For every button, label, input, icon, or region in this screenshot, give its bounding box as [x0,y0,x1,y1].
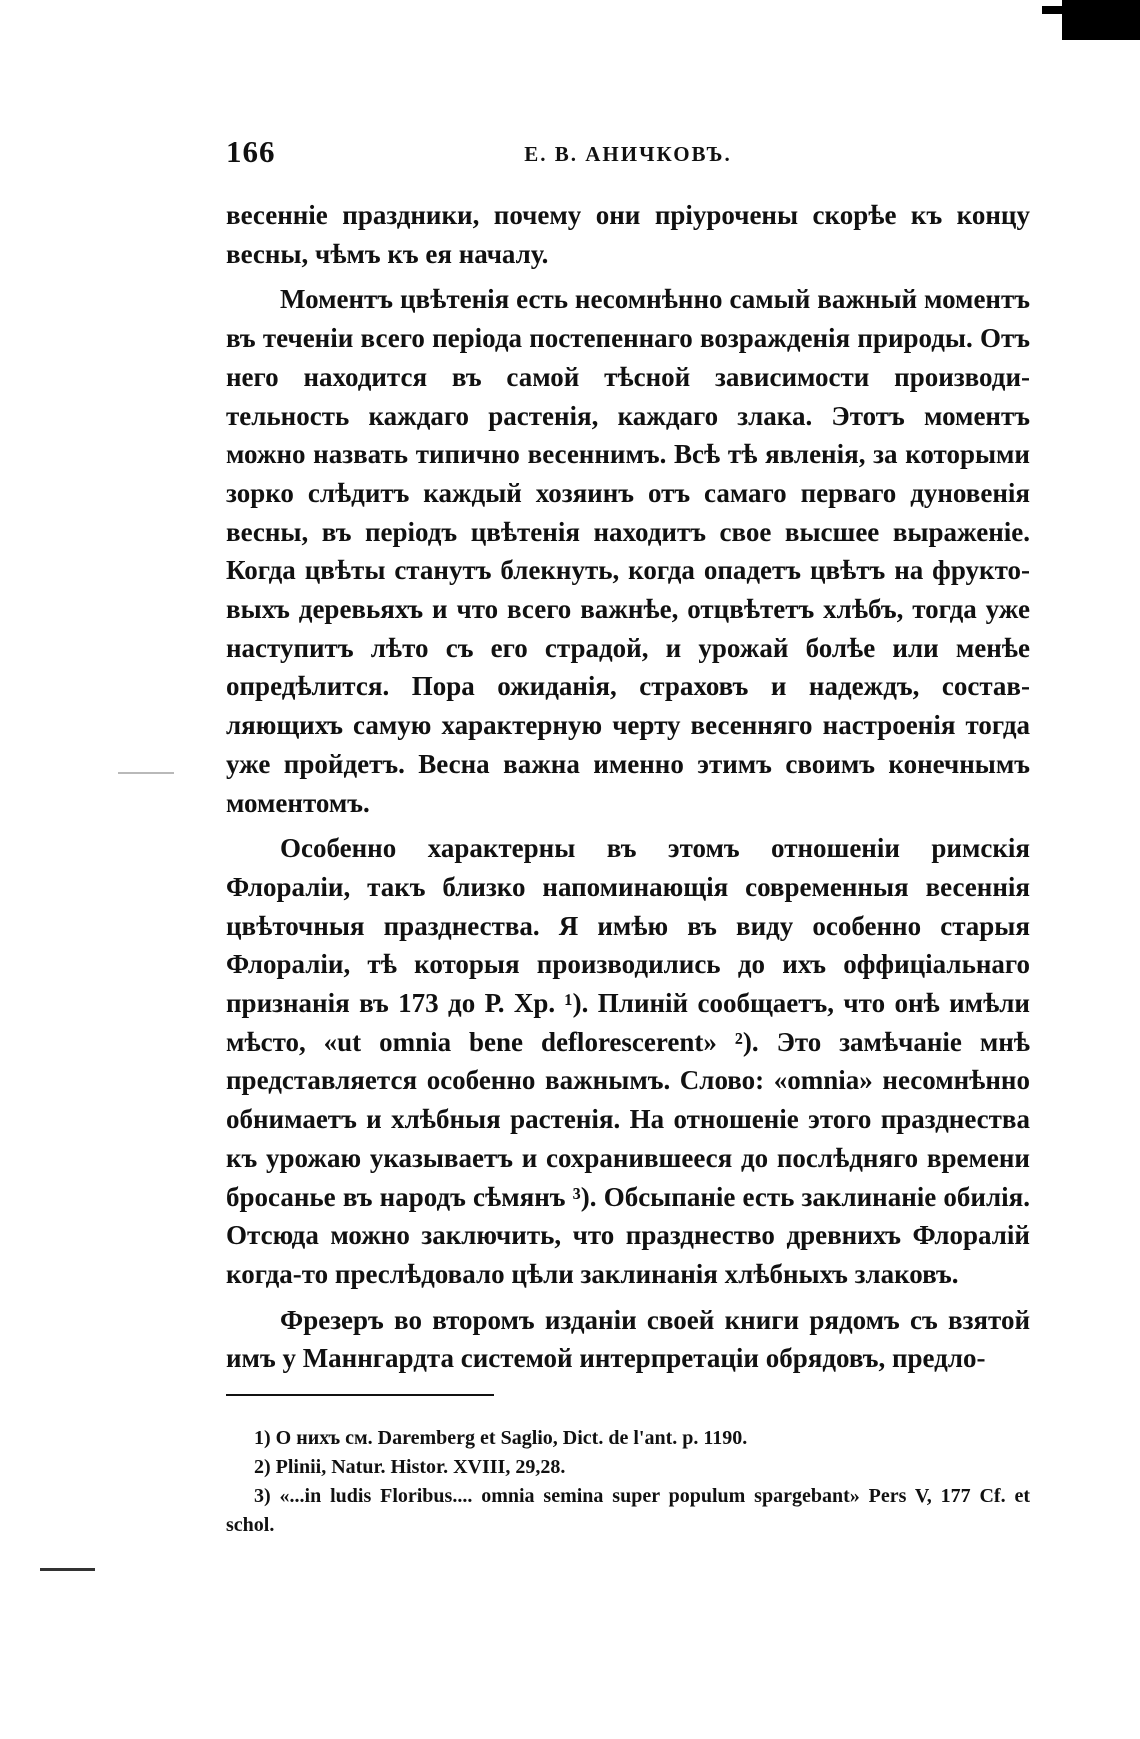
footnote-divider [226,1394,494,1396]
page-number: 166 [226,134,276,169]
footnote: 1) О нихъ см. Daremberg et Saglio, Dict. de l'ant. p. 1190. [254,1427,748,1449]
paragraph: Особенно характерны въ этомъ отношеніи римскія Флораліи, такъ близко напоминающія современныя весеннія цвѣточныя празднества. Я имѣю въ виду особенно старыя Флораліи, тѣ которыя производились до ихъ оффиціальнаго признанія въ 173 до Р. Хр. ¹). Плиній сообщаетъ, что онѣ имѣли мѣсто, «ut omnia bene deflorescerent» ²). Это замѣчаніе мнѣ представляется особенно важнымъ. Слово: «omnia» несомнѣнно обнимаетъ и хлѣбныя растенія. На отношеніе этого празднества къ урожаю указываетъ и сохранившееся до послѣдняго времени бросанье въ народъ сѣмянъ ³). Обсыпаніе есть заклинаніе обилія. Отсюда можно заключить, что празднество древнихъ Флоралій когда-то преслѣдовало цѣли заклинанія хлѣбныхъ злаковъ. [226,833,1030,1289]
scan-corner-mark [1062,0,1140,40]
running-head: Е. В. АНИЧКОВЪ. [524,142,732,166]
footnotes [226,1424,1030,1540]
paragraph: весенніе праздники, почему они пріурочены скорѣе къ концу весны, чѣмъ къ ея началу. [226,200,1030,269]
scan-artifact-dash [118,772,174,774]
paragraph: Фрезеръ во второмъ изданіи своей книги рядомъ съ взятой имъ у Маннгардта системой интерпретаціи обрядовъ, предло- [226,1304,1030,1374]
main-text [226,196,1030,1385]
footnote: 2) Plinii, Natur. Histor. XVIII, 29,28. [254,1456,566,1478]
scan-artifact-dash [40,1568,95,1571]
footnote: 3) «...in ludis Floribus.... omnia semina super populum spargebant» Pers V, 177 Cf. et schol. [226,1485,1030,1536]
page-header [226,134,1030,174]
paragraph: Моментъ цвѣтенія есть несомнѣнно самый важный моментъ въ теченіи всего періода постепеннаго возражденія природы. Отъ него находится въ самой тѣсной зависимости производительность каждаго растенія, каждаго злака. Этотъ моментъ можно назвать типично весеннимъ. Всѣ тѣ явленія, за которыми зорко слѣдитъ каждый хозяинъ отъ самаго перваго дуновенія весны, въ періодъ цвѣтенія находитъ свое высшее выраженіе. Когда цвѣты станутъ блекнуть, когда опадетъ цвѣтъ на фруктовыхъ деревьяхъ и что всего важнѣе, отцвѣтетъ хлѣбъ, тогда уже наступитъ лѣто съ его страдой, и урожай болѣе или менѣе опредѣлится. Пора ожиданія, страховъ и надеждъ, составляющихъ самую характерную черту весенняго настроенія тогда уже пройдетъ. Весна важна именно этимъ своимъ конечнымъ моментомъ. [226,284,1030,818]
